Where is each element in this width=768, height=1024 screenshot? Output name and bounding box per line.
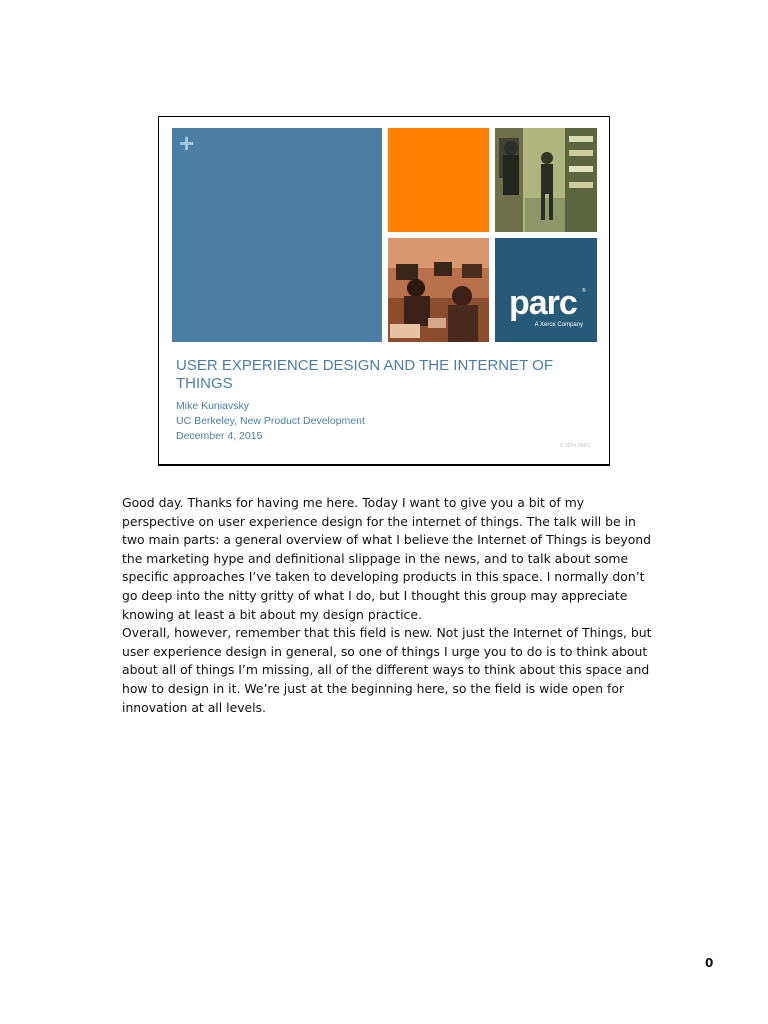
date: December 4, 2015 — [176, 430, 263, 442]
blue-tile — [172, 128, 382, 342]
store-photo — [495, 128, 597, 232]
slide-thumbnail — [158, 116, 610, 466]
parc-logo-tile — [495, 238, 597, 342]
logo-trademark: ® — [582, 288, 586, 294]
slide-meta — [176, 399, 365, 444]
plus-icon: + — [179, 128, 195, 158]
slide-title: USER EXPERIENCE DESIGN AND THE INTERNET OF THINGS — [176, 357, 554, 392]
office-photo-image — [388, 238, 489, 342]
author: Mike Kuniavsky — [176, 400, 249, 412]
logo-subtitle: A Xerox Company — [534, 322, 583, 328]
store-photo-image — [495, 128, 597, 232]
notes-paragraph-2: Overall, however, remember that this field is new. Not just the Internet of Things, but user experience design in general, so one of things I urge you to do is to think about about all of things I’m missing, all of the different ways to think about this space and how to design in it. We’re just at the beginning here, so the field is wide open for innovation at all levels. — [122, 625, 652, 715]
orange-tile — [388, 128, 489, 232]
office-photo — [388, 238, 489, 342]
speaker-notes — [122, 494, 652, 717]
copyright: © 2014 PARC — [559, 443, 591, 449]
notes-paragraph-1: Good day. Thanks for having me here. Today I want to give you a bit of my perspective on user experience design for the internet of things. The talk will be in two main parts: a general overview of what I believe the Internet of Things is beyond the marketing hype and definitional slippage in the news, and to talk about some specific approaches I’ve taken to developing products in this space. I normally don’t go deep into the nitty gritty of what I do, but I thought this group may appreciate knowing at least a bit about my design practice. — [122, 495, 652, 622]
page-number: 0 — [705, 956, 714, 970]
affiliation: UC Berkeley, New Product Development — [176, 415, 365, 427]
parc-logo: parc — [509, 284, 577, 322]
